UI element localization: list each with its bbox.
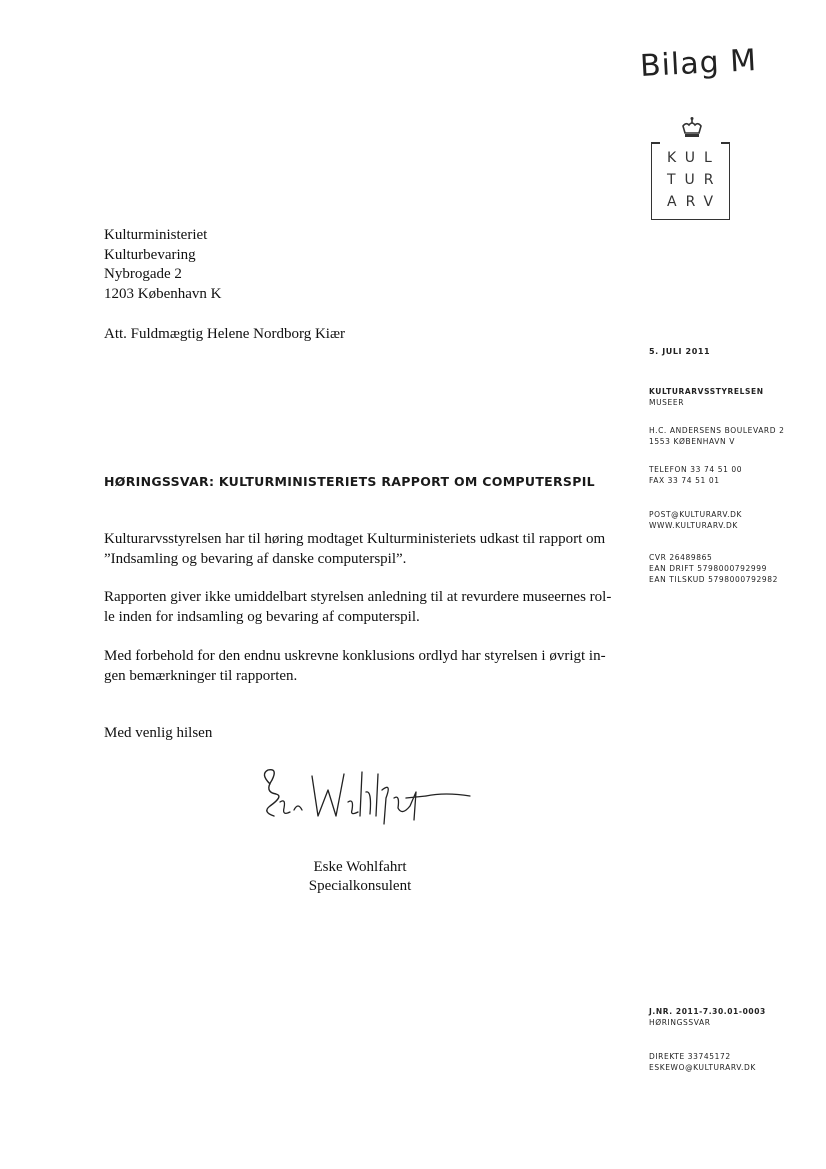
logo-text-row-2: TUR (667, 172, 723, 188)
email-address: POST@KULTURARV.DK (649, 510, 742, 519)
paragraph-line: Med forbehold for den endnu uskrevne konklusions ordlyd har styrelsen i øvrigt in- (104, 648, 606, 664)
ean-tilskud: EAN TILSKUD 5798000792982 (649, 575, 778, 584)
fax-number: FAX 33 74 51 01 (649, 476, 720, 485)
crown-icon (680, 116, 704, 140)
direct-email: ESKEWO@KULTURARV.DK (649, 1063, 756, 1072)
recipient-address (104, 226, 221, 304)
attention-line: Att. Fuldmægtig Helene Nordborg Kiær (104, 326, 345, 342)
closing-salutation: Med venlig hilsen (104, 725, 213, 741)
logo-text-row-1: KUL (667, 150, 721, 166)
sender-address (649, 425, 784, 447)
phone-number: TELEFON 33 74 51 00 (649, 465, 743, 474)
body-paragraph (104, 530, 624, 569)
body-paragraph (104, 647, 624, 686)
ean-drift: EAN DRIFT 5798000792999 (649, 564, 768, 573)
sender-phone (649, 464, 742, 486)
org-department: MUSEER (649, 398, 685, 407)
kulturarv-logo (651, 116, 731, 222)
sender-ids (649, 552, 778, 585)
letter-heading: HØRINGSSVAR: KULTURMINISTERIETS RAPPORT OM COMPUTERSPIL (104, 474, 595, 489)
website: WWW.KULTURARV.DK (649, 521, 738, 530)
logo-text-row-3: ARV (667, 194, 723, 210)
address-line: Nybrogade 2 (104, 266, 182, 282)
journal-reference (649, 1006, 766, 1028)
sender-organization (649, 386, 764, 408)
org-name: KULTURARVSSTYRELSEN (649, 387, 764, 396)
address-line: H.C. ANDERSENS BOULEVARD 2 (649, 426, 785, 435)
signatory-name: Eske Wohlfahrt (313, 859, 407, 875)
paragraph-line: le inden for indsamling og bevaring af computerspil. (104, 608, 420, 625)
address-line: Kulturministeriet (104, 227, 208, 243)
letter-date: 5. JULI 2011 (649, 347, 711, 356)
sender-web (649, 509, 742, 531)
cvr-number: CVR 26489865 (649, 553, 713, 562)
journal-number: J.NR. 2011-7.30.01-0003 (649, 1007, 766, 1016)
paragraph-line: Rapporten giver ikke umiddelbart styrelsen anledning til at revurdere museernes rol- (104, 589, 612, 605)
paragraph-line: gen bemærkninger til rapporten. (104, 667, 298, 684)
direct-contact (649, 1051, 756, 1073)
reference-subject: HØRINGSSVAR (649, 1018, 711, 1027)
address-line: Kulturbevaring (104, 246, 196, 263)
address-line: 1553 KØBENHAVN V (649, 437, 735, 446)
handwritten-annotation: Bilag M (639, 42, 758, 85)
address-line: 1203 København K (104, 285, 222, 302)
paragraph-line: Kulturarvsstyrelsen har til høring modtaget Kulturministeriets udkast til rapport om (104, 531, 606, 547)
paragraph-line: ”Indsamling og bevaring af danske computerspil”. (104, 550, 407, 567)
signatory-title: Specialkonsulent (308, 878, 412, 894)
signature-image (240, 762, 480, 834)
direct-phone: DIREKTE 33745172 (649, 1052, 731, 1061)
body-paragraph (104, 588, 624, 627)
